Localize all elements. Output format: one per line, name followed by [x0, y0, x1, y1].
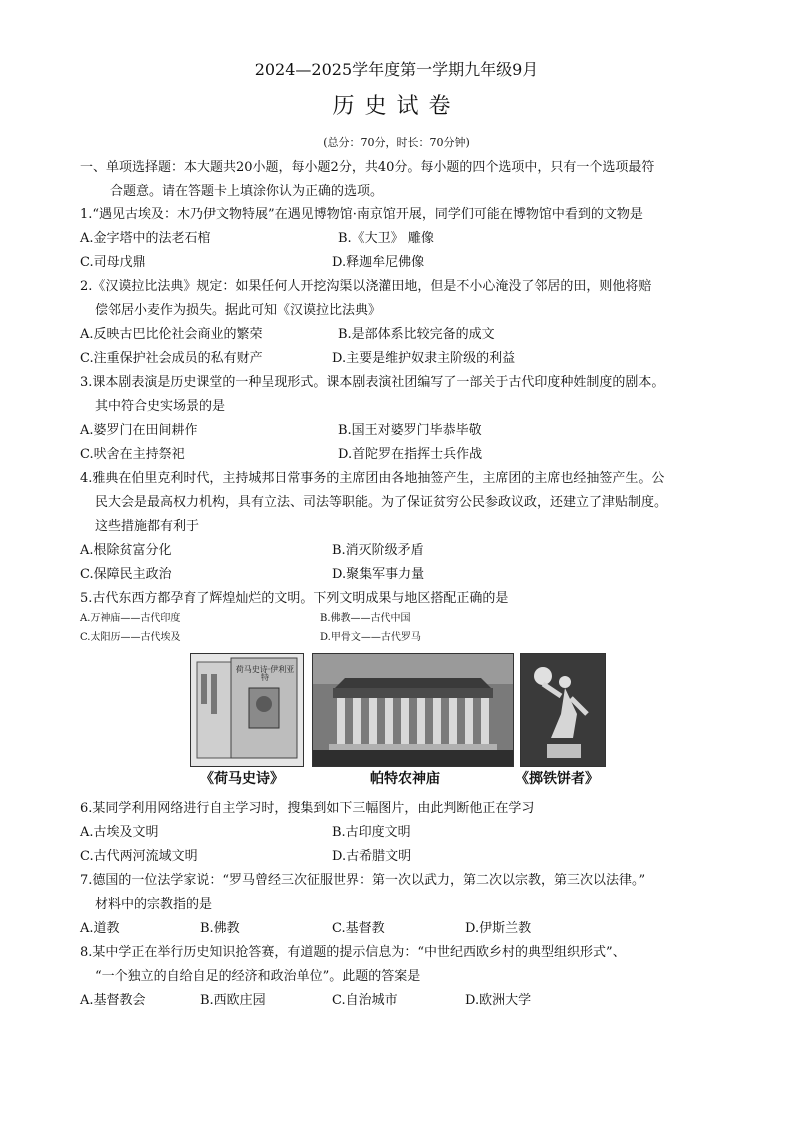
question-2-stem-line2: 偿邻居小麦作为损失。据此可知《汉谟拉比法典》	[95, 303, 382, 318]
question-8-option-d[interactable]: D.欧洲大学	[465, 993, 532, 1008]
question-7-option-c[interactable]: C.基督教	[332, 921, 385, 936]
question-4-option-b[interactable]: B.消灭阶级矛盾	[332, 543, 424, 558]
image-caption-homer: 《荷马史诗》	[200, 771, 284, 787]
question-3-option-b[interactable]: B.国王对婆罗门毕恭毕敬	[338, 423, 482, 438]
question-8-option-a[interactable]: A.基督教会	[80, 993, 146, 1008]
question-3-stem-line1: 3.课本剧表演是历史课堂的一种呈现形式。课本剧表演社团编写了一部关于古代印度种姓制度的剧本。	[80, 375, 665, 390]
question-2-option-a[interactable]: A.反映古巴比伦社会商业的繁荣	[80, 327, 263, 342]
question-6-stem: 6.某同学利用网络进行自主学习时，搜集到如下三幅图片，由此判断他正在学习	[80, 801, 535, 816]
question-1-option-c[interactable]: C.司母戊鼎	[80, 255, 146, 270]
parthenon-image	[312, 653, 514, 767]
question-8-stem-line1: 8.某中学正在举行历史知识抢答赛，有道题的提示信息为：“中世纪西欧乡村的典型组织形式”、	[80, 945, 626, 960]
question-2-option-b[interactable]: B.是部体系比较完备的成文	[338, 327, 495, 342]
question-4-option-a[interactable]: A.根除贫富分化	[80, 543, 172, 558]
image-caption-parthenon: 帕特农神庙	[370, 771, 440, 787]
question-8-stem-line2: “一个独立的自给自足的经济和政治单位”。此题的答案是	[95, 969, 421, 984]
question-8-option-c[interactable]: C.自治城市	[332, 993, 398, 1008]
question-6-option-d[interactable]: D.古希腊文明	[332, 849, 412, 864]
question-1-option-d[interactable]: D.释迦牟尼佛像	[332, 255, 425, 270]
question-2-option-d[interactable]: D.主要是维护奴隶主阶级的利益	[332, 351, 516, 366]
question-7-option-b[interactable]: B.佛教	[200, 921, 240, 936]
question-6-option-a[interactable]: A.古埃及文明	[80, 825, 159, 840]
question-6-option-c[interactable]: C.古代两河流域文明	[80, 849, 198, 864]
question-4-option-c[interactable]: C.保障民主政治	[80, 567, 172, 582]
question-4-stem-line2: 民大会是最高权力机构，具有立法、司法等职能。为了保证贫穷公民参政议政，还建立了津贴制度。	[95, 495, 668, 510]
question-7-option-d[interactable]: D.伊斯兰教	[465, 921, 532, 936]
question-2-stem-line1: 2.《汉谟拉比法典》规定：如果任何人开挖沟渠以浇灌田地，但是不小心淹没了邻居的田，则他将赔	[80, 279, 652, 294]
question-6-option-b[interactable]: B.古印度文明	[332, 825, 411, 840]
question-1-stem: 1.“遇见古埃及：木乃伊文物特展”在遇见博物馆·南京馆开展，同学们可能在博物馆中看到的文物是	[80, 207, 643, 222]
question-1-option-a[interactable]: A.金字塔中的法老石棺	[80, 231, 211, 246]
question-3-option-a[interactable]: A.婆罗门在田间耕作	[80, 423, 198, 438]
question-5-option-b[interactable]: B.佛教——古代中国	[320, 613, 411, 624]
question-4-stem-line3: 这些措施都有利于	[95, 519, 200, 534]
question-5-option-c[interactable]: C.太阳历——古代埃及	[80, 632, 181, 643]
question-7-option-a[interactable]: A.道教	[80, 921, 120, 936]
section-instruction-line2: 合题意。请在答题卡上填涂你认为正确的选项。	[110, 184, 384, 199]
book-cover-text: 荷马史诗·伊利亚特	[235, 665, 295, 682]
exam-title: 历史试卷	[332, 94, 461, 119]
question-3-option-c[interactable]: C.吠舍在主持祭祀	[80, 447, 185, 462]
parthenon-illustration	[313, 654, 513, 766]
question-4-option-d[interactable]: D.聚集军事力量	[332, 567, 425, 582]
question-3-stem-line2: 其中符合史实场景的是	[95, 399, 226, 414]
question-7-stem-line1: 7.德国的一位法学家说：“罗马曾经三次征服世界：第一次以武力，第二次以宗教，第三次以法律。”	[80, 873, 646, 888]
exam-header-line1: 2024—2025学年度第一学期九年级9月	[254, 60, 539, 79]
question-5-option-a[interactable]: A.万神庙——古代印度	[80, 613, 181, 624]
question-7-stem-line2: 材料中的宗教指的是	[95, 897, 213, 912]
question-3-option-d[interactable]: D.首陀罗在指挥士兵作战	[338, 447, 483, 462]
discobolus-image	[520, 653, 606, 767]
question-5-stem: 5.古代东西方都孕育了辉煌灿烂的文明。下列文明成果与地区搭配正确的是	[80, 591, 509, 606]
exam-meta: (总分：70分，时长：70分钟)	[323, 136, 470, 149]
question-1-option-b[interactable]: B.《大卫》 雕像	[338, 231, 434, 246]
question-5-option-d[interactable]: D.甲骨文——古代罗马	[320, 632, 421, 643]
image-caption-discobolus: 《掷铁饼者》	[515, 771, 599, 787]
question-4-stem-line1: 4.雅典在伯里克利时代，主持城邦日常事务的主席团由各地抽签产生，主席团的主席也经抽签产生。公	[80, 471, 665, 486]
homer-epic-book-image	[190, 653, 304, 767]
section-instruction-line1: 一、单项选择题：本大题共20小题，每小题2分，共40分。每小题的四个选项中，只有一个选项最符	[80, 160, 655, 175]
question-2-option-c[interactable]: C.注重保护社会成员的私有财产	[80, 351, 263, 366]
discobolus-illustration	[521, 654, 605, 766]
question-8-option-b[interactable]: B.西欧庄园	[200, 993, 266, 1008]
